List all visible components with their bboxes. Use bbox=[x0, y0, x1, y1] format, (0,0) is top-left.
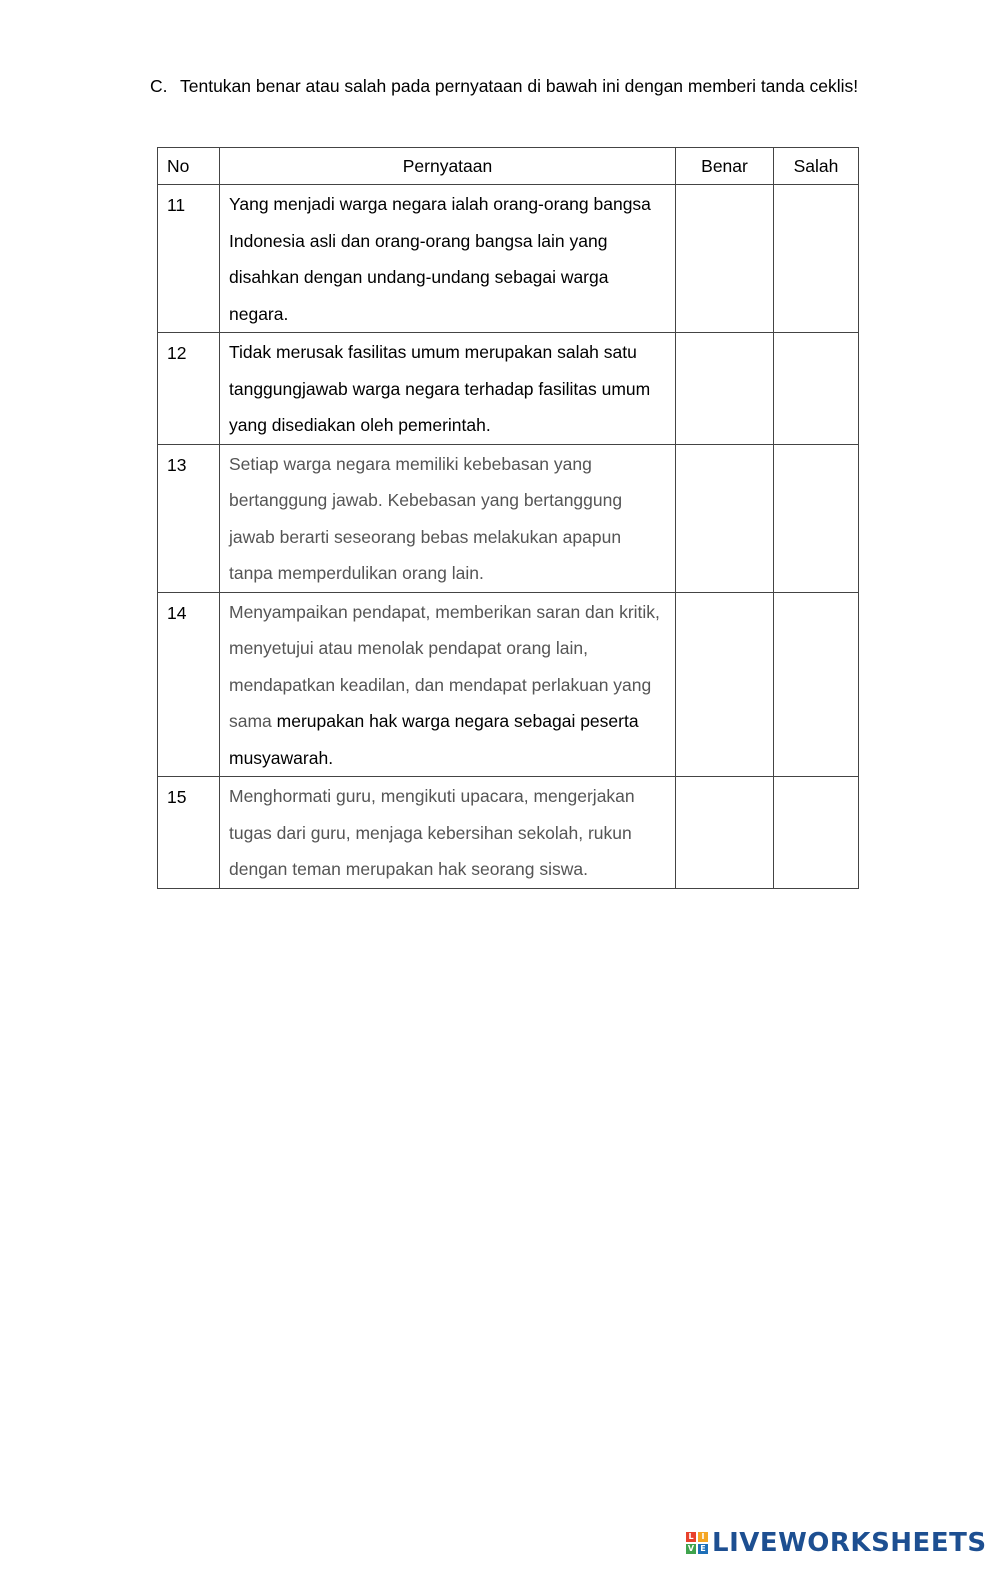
row-number: 12 bbox=[158, 333, 220, 445]
salah-check-cell[interactable] bbox=[774, 185, 859, 333]
instruction-line bbox=[150, 76, 858, 97]
instruction-text: Tentukan benar atau salah pada pernyataan di bawah ini dengan memberi tanda ceklis! bbox=[180, 76, 859, 96]
row-statement bbox=[220, 333, 676, 445]
row-number: 13 bbox=[158, 444, 220, 592]
logo-letter: L bbox=[686, 1532, 696, 1542]
row-statement bbox=[220, 185, 676, 333]
salah-check-cell[interactable] bbox=[774, 333, 859, 445]
table-row bbox=[158, 592, 859, 777]
logo-letter: V bbox=[687, 1544, 695, 1553]
table-row bbox=[158, 333, 859, 445]
header-statement: Pernyataan bbox=[220, 148, 676, 185]
logo-letter: E bbox=[698, 1544, 708, 1554]
salah-check-cell[interactable] bbox=[774, 777, 859, 889]
header-salah: Salah bbox=[774, 148, 859, 185]
logo-text: LIVEWORKSHEETS bbox=[712, 1528, 987, 1558]
salah-check-cell[interactable] bbox=[774, 444, 859, 592]
benar-check-cell[interactable] bbox=[676, 333, 774, 445]
salah-check-cell[interactable] bbox=[774, 592, 859, 777]
header-benar: Benar bbox=[676, 148, 774, 185]
statement-text: Yang menjadi warga negara ialah orang-orang bangsa Indonesia asli dan orang-orang bangsa lain yang disahkan dengan undang-undang sebagai warga negara. bbox=[229, 194, 651, 324]
table-row bbox=[158, 185, 859, 333]
row-number: 11 bbox=[158, 185, 220, 333]
statement-text: Menghormati guru, mengikuti upacara, mengerjakan tugas dari guru, menjaga kebersihan sekolah, rukun dengan teman merupakan hak seorang siswa. bbox=[229, 786, 635, 879]
row-number: 15 bbox=[158, 777, 220, 889]
benar-check-cell[interactable] bbox=[676, 777, 774, 889]
true-false-table bbox=[157, 147, 859, 889]
statement-text: Setiap warga negara memiliki kebebasan yang bertanggung jawab. Kebebasan yang bertanggung jawab berarti seseorang bebas melakukan apapun tanpa memperdulikan orang lain. bbox=[229, 453, 623, 583]
statement-text: Menyampaikan pendapat, memberikan saran dan kritik, menyetujui atau menolak pendapat orang lain, mendapatkan keadilan, dan mendapat perlakuan yang sama bbox=[229, 601, 660, 731]
table-row bbox=[158, 444, 859, 592]
row-statement bbox=[220, 592, 676, 777]
statement-text: Tidak merusak fasilitas umum merupakan salah satu tanggungjawab warga negara terhadap fasilitas umum yang disediakan oleh pemerintah. bbox=[229, 342, 651, 435]
benar-check-cell[interactable] bbox=[676, 592, 774, 777]
header-no: No bbox=[158, 148, 220, 185]
logo-mark-icon bbox=[686, 1532, 708, 1554]
statement-text: merupakan hak warga negara sebagai peserta musyawarah. bbox=[229, 711, 639, 768]
row-statement bbox=[220, 777, 676, 889]
section-marker: C. bbox=[150, 76, 168, 96]
liveworksheets-logo bbox=[686, 1527, 987, 1559]
table-header-row bbox=[158, 148, 859, 185]
row-number: 14 bbox=[158, 592, 220, 777]
benar-check-cell[interactable] bbox=[676, 185, 774, 333]
benar-check-cell[interactable] bbox=[676, 444, 774, 592]
row-statement bbox=[220, 444, 676, 592]
table-row bbox=[158, 777, 859, 889]
logo-letter: I bbox=[698, 1532, 708, 1542]
